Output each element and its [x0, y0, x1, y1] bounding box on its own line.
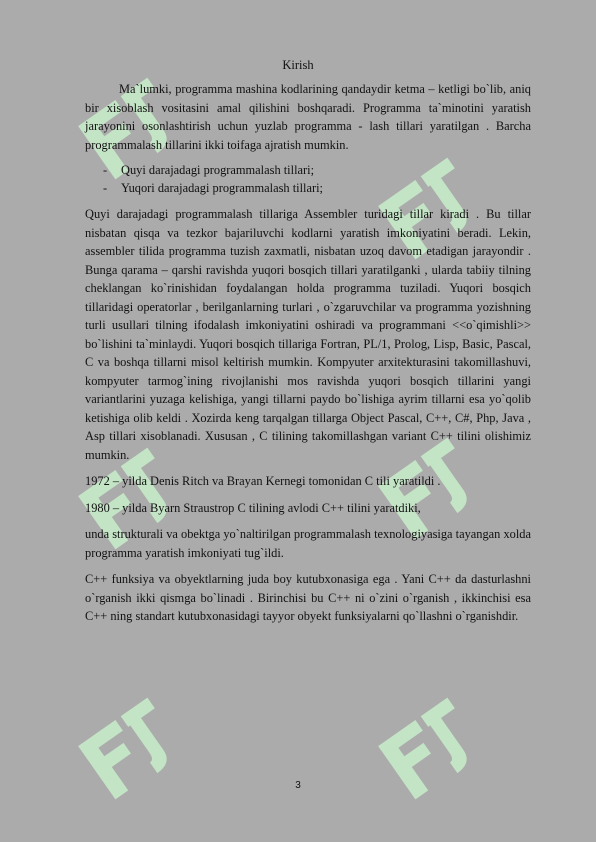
paragraph-cpp-history: 1980 – yilda Byarn Straustrop C tilining avlodi C++ tilini yaratdiki,	[85, 500, 421, 515]
list-item: - Quyi darajadagi programmalash tillari;	[103, 162, 531, 180]
document-body	[85, 80, 531, 634]
page-number: 3	[295, 780, 301, 791]
paragraph-oop: unda strukturali va obektga yo`naltirilgan programmalash texnologiyasiga tayangan xolda programma yaratish imkoniyati tug`ildi.	[85, 527, 531, 560]
language-levels-list	[85, 162, 531, 197]
list-item: - Yuqori darajadagi programmalash tillari;	[103, 180, 531, 198]
paragraph-low-level: Quyi darajadagi programmalash tillariga Assembler turidagi tillar kiradi . Bu tillar nisbatan qisqa va tezkor bajariluvchi kodlarni yaratish imkoniyatini beradi. Lekin, assembler tilida programma tuzish zaxmatli, nisbatan uzoq davom etadigan jarayondir . Bunga qarama – qarshi ravishda yuqori bosqich tillari yaratilganki , ularda tabiiy tilning cheklangan ko`rinishidan foydalangan holda programma tuziladi. Yuqori bosqich tillaridagi operatorlar , berilganlarning turlari , o`zgaruvchilar va programma yozishning turli usullari tilning ifodalash imkoniyatini oshiradi va programmani <<o`qimishli>> bo`lishini ta`minlaydi. Yuqori bosqich tillariga Fortran, PL/1, Prolog, Lisp, Basic, Pascal, C va boshqa tillarni misol keltirish mumkin. Kompyuter arxitekturasini takomillashuvi, kompyuter tarmog`ining rivojlanishi mos ravishda yuqori bosqich tillarini yangi variantlarini yuzaga kelishiga, yangi tillarni paydo bo`lishiga ayrim tillarni esa yo`qolib ketishiga olib keldi . Xozirda keng tarqalgan tillarga Object Pascal, C++, C#, Php, Java , Asp tillari xisoblanadi. Xususan , C tilining takomillashgan variant C++ tilini olishimiz mumkin.	[85, 207, 531, 462]
paragraph-c-history: 1972 – yilda Denis Ritch va Brayan Kernegi tomonidan C tili yaratildi .	[85, 474, 441, 488]
paragraph-intro: Ma`lumki, programma mashina kodlarining qandaydir ketma – ketligi bo`lib, aniq bir xisoblash vositasini amal qilishini boshqaradi. Programma ta`minotini yaratish jarayonini osonlashtirish uchun yuzlab programma - lash tillari yaratilgan . Barcha programmalash tillarini ikki toifaga ajratish mumkin.	[85, 82, 531, 152]
paragraph-cpp-library: C++ funksiya va obyektlarning juda boy kutubxonasiga ega . Yani C++ da dasturlashni o`rganish ikki qismga bo`linadi . Birinchisi bu C++ ni o`zini o`rganish , ikkinchisi esa C++ ning standart kutubxonasidagi tayyor obyekt funksiyalarni qo`llashni o`rganishdir.	[85, 572, 531, 623]
page-title: Kirish	[282, 58, 314, 72]
